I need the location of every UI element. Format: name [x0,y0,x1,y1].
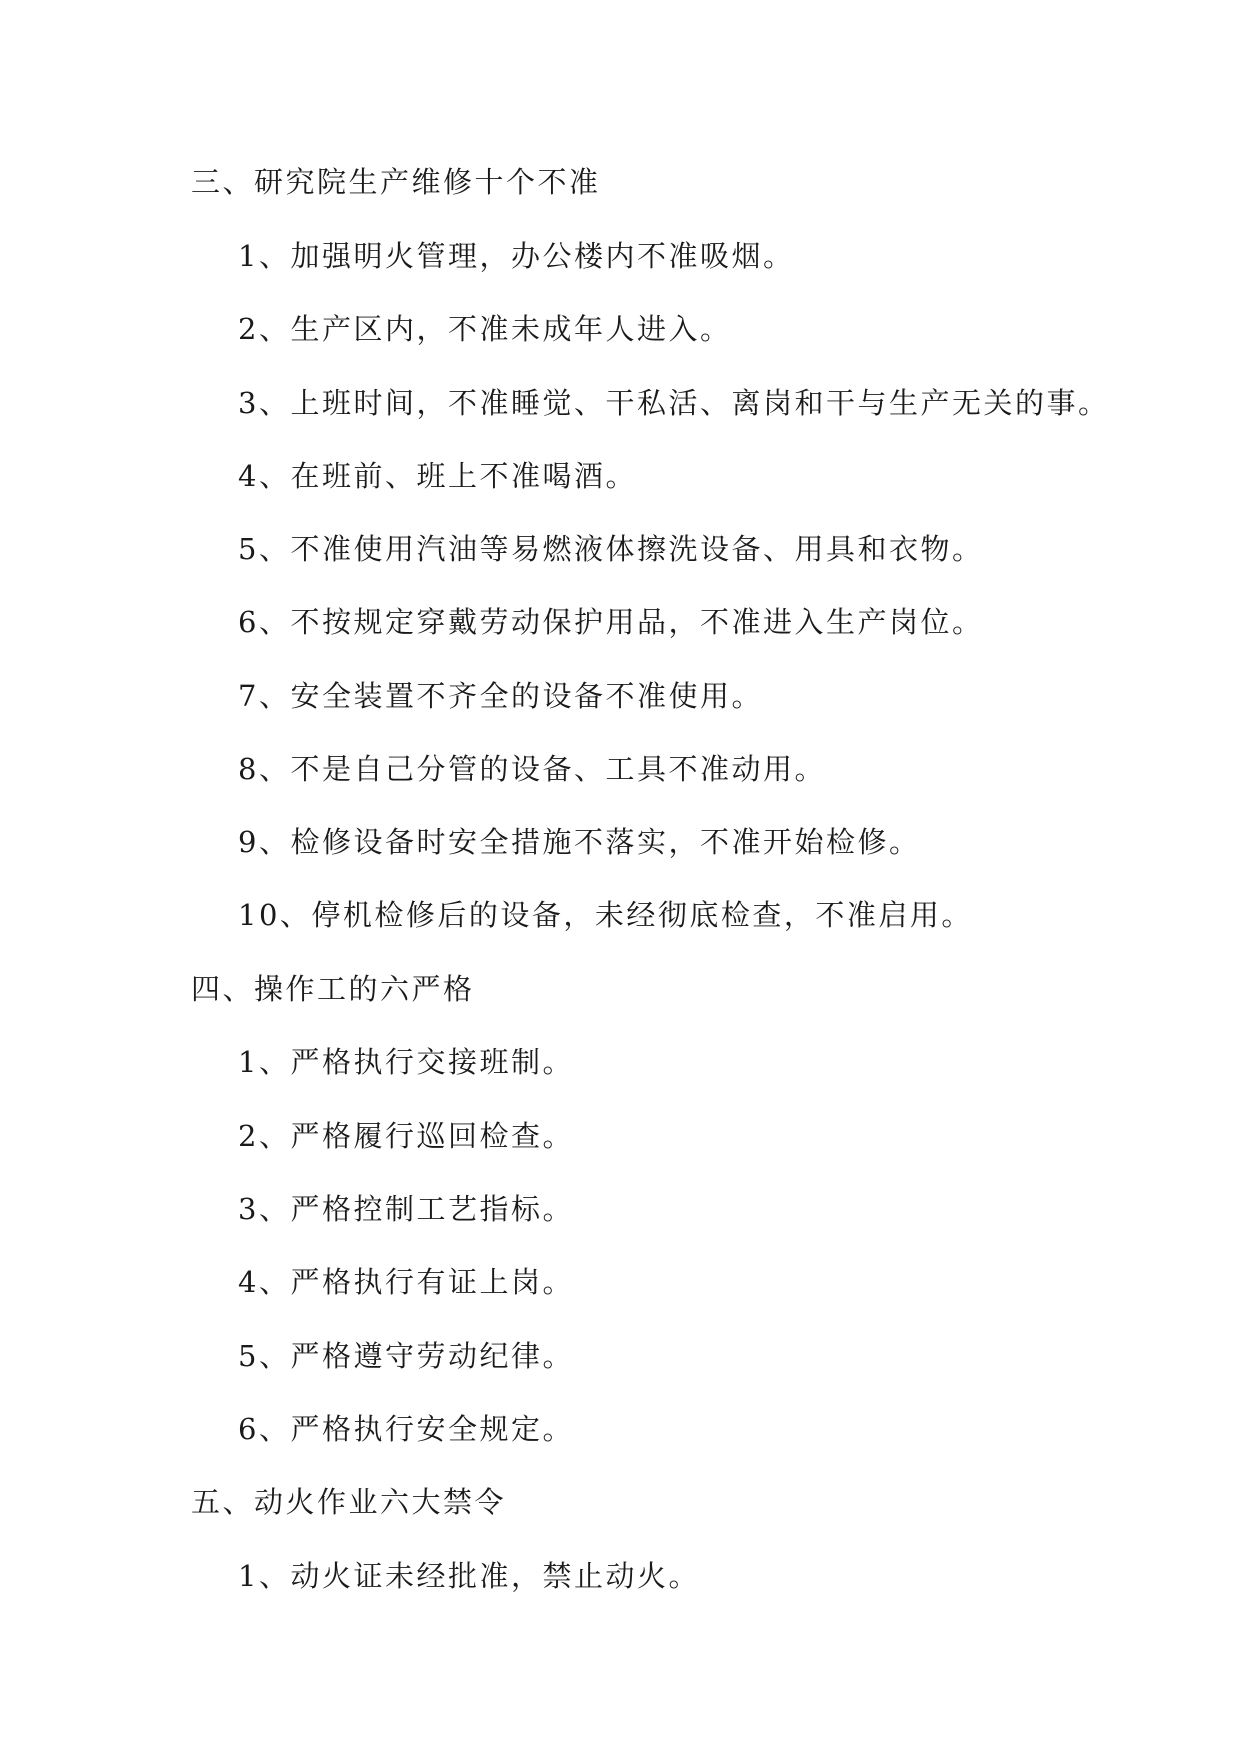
list-item: 7、安全装置不齐全的设备不准使用。 [238,679,763,713]
list-item: 3、严格控制工艺指标。 [238,1192,574,1226]
list-item: 6、不按规定穿戴劳动保护用品，不准进入生产岗位。 [238,605,984,639]
list-item: 2、严格履行巡回检查。 [238,1119,574,1153]
section-heading: 五、动火作业六大禁令 [191,1485,507,1519]
list-item: 5、严格遵守劳动纪律。 [238,1339,574,1373]
list-item: 1、加强明火管理，办公楼内不准吸烟。 [238,239,795,273]
section-heading: 三、研究院生产维修十个不准 [191,165,601,199]
list-item: 5、不准使用汽油等易燃液体擦洗设备、用具和衣物。 [238,532,984,566]
list-item: 9、检修设备时安全措施不落实，不准开始检修。 [238,825,921,859]
list-item: 6、严格执行安全规定。 [238,1412,574,1446]
list-item: 4、严格执行有证上岗。 [238,1265,574,1299]
list-item: 1、严格执行交接班制。 [238,1045,574,1079]
list-item: 2、生产区内，不准未成年人进入。 [238,312,732,346]
list-item: 10、停机检修后的设备，未经彻底检查，不准启用。 [238,898,973,932]
section-heading: 四、操作工的六严格 [191,972,475,1006]
list-item: 8、不是自己分管的设备、工具不准动用。 [238,752,826,786]
list-item: 1、动火证未经批准，禁止动火。 [238,1559,700,1593]
list-item: 4、在班前、班上不准喝酒。 [238,459,637,493]
list-item: 3、上班时间，不准睡觉、干私活、离岗和干与生产无关的事。 [238,386,1110,420]
